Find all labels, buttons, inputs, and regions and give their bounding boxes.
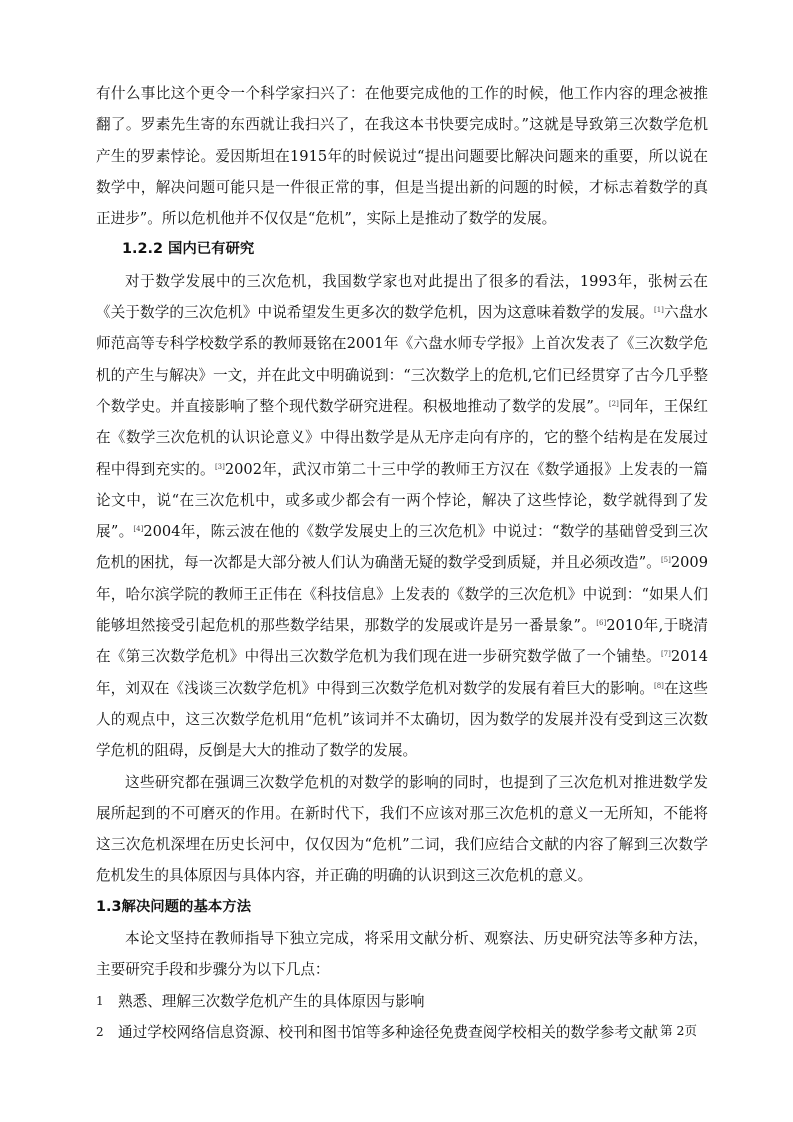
sentence: 2010年,于晓清在《第三次数学危机》中得出三次数学危机为我们现在进一步研究数学做了一个铺垫。 — [96, 617, 709, 666]
citation-1: [1] — [654, 306, 664, 315]
citation-8: [8] — [654, 681, 664, 690]
list-item — [96, 1017, 708, 1048]
paragraph-continued: 有什么事比这个更令一个科学家扫兴了：在他要完成他的工作的时候，他工作内容的理念被推翻了。罗素先生寄的东西就让我扫兴了，在我这本书快要完成时。”这就是导致第三次数学危机产生的罗素悖论。爱因斯坦在1915年的时候说过“提出问题要比解决问题来的重要，所以说在数学中，解决问题可能只是一件很正常的事，但是当提出新的问题的时候，才标志着数学的真正进步”。所以危机他并不仅仅是“危机”，实际上是推动了数学的发展。 — [96, 85, 708, 228]
paragraph-domestic-research — [96, 266, 708, 767]
citation-2: [2] — [608, 399, 619, 408]
sentence: 六盘水师范高等专科学校数学系的教师聂铭在2001年《六盘水师专学报》上首次发表了《三次数学危机的产生与解决》一文，并在此文中明确说到：“三次数学上的危机,它们已经贯穿了古今几乎整个数学史。并直接影响了整个现代数学研究进程。积极地推动了数学的发展”。 — [96, 304, 708, 415]
sentence: 在这些人的观点中，这三次数学危机用“危机”该词并不太确切，因为数学的发展并没有受到这三次数学危机的阻碍，反倒是大大的推动了数学的发展。 — [96, 679, 708, 760]
sentence: 2009年，哈尔滨学院的教师王正伟在《科技信息》上发表的《数学的三次危机》中说到：“如果人们能够坦然接受引起危机的那些数学结果，那数学的发展或许是另一番景象”。 — [96, 554, 708, 635]
list-item-number: 1 — [96, 993, 104, 1008]
page-number: 第 2页 — [660, 1023, 697, 1038]
heading-1-2-2: 1.2.2 国内已有研究 — [122, 241, 255, 258]
list-item — [96, 986, 708, 1017]
citation-3: [3] — [214, 462, 225, 471]
heading-1-3: 1.3解决问题的基本方法 — [96, 898, 252, 915]
list-item-number: 2 — [96, 1024, 104, 1039]
sentence: 同年，王保红在《数学三次危机的认识论意义》中得出数学是从无序走向有序的，它的整个结构是在发展过程中得到充实的。 — [96, 397, 708, 478]
sentence: 2014年，刘双在《浅谈三次数学危机》中得到三次数学危机对数学的发展有着巨大的影响。 — [96, 648, 708, 697]
sentence: 2002年，武汉市第二十三中学的教师王方汉在《数学通报》上发表的一篇论文中，说“在三次危机中，或多或少都会有一两个悖论，解决了这些悖论，数学就得到了发展”。 — [96, 460, 708, 541]
citation-5: [5] — [660, 556, 671, 565]
sentence: 2004年，陈云波在他的《数学发展史上的三次危机》中说过：“数学的基础曾受到三次危机的困扰，每一次都是大部分被人们认为确凿无疑的数学受到质疑，并且必须改造”。 — [96, 523, 708, 572]
paragraph-methods: 本论文坚持在教师指导下独立完成，将采用文献分析、观察法、历史研究法等多种方法，主要研究手段和步骤分为以下几点： — [96, 930, 708, 979]
list-item-text: 熟悉、理解三次数学危机产生的具体原因与影响 — [118, 992, 425, 1010]
sentence: 对于数学发展中的三次危机，我国数学家也对此提出了很多的看法，1993年，张树云在《关于数学的三次危机》中说希望发生更多次的数学危机，因为这意味着数学的发展。 — [96, 272, 708, 322]
citation-6: [6] — [596, 619, 607, 628]
document-body — [96, 78, 708, 1048]
list-item-text: 通过学校网络信息资源、校刊和图书馆等多种途径免费查阅学校相关的数学参考文献 — [118, 1023, 658, 1041]
paragraph-summary: 这些研究都在强调三次数学危机的对数学的影响的同时，也提到了三次危机对推进数学发展所起到的不可磨灭的作用。在新时代下，我们不应该对那三次危机的意义一无所知，不能将这三次危机深埋在历史长河中，仅仅因为“危机”二词，我们应结合文献的内容了解到三次数学危机发生的具体原因与具体内容，并正确的明确的认识到这三次危机的意义。 — [96, 773, 708, 885]
citation-4: [4] — [133, 525, 144, 534]
citation-7: [7] — [660, 650, 671, 659]
